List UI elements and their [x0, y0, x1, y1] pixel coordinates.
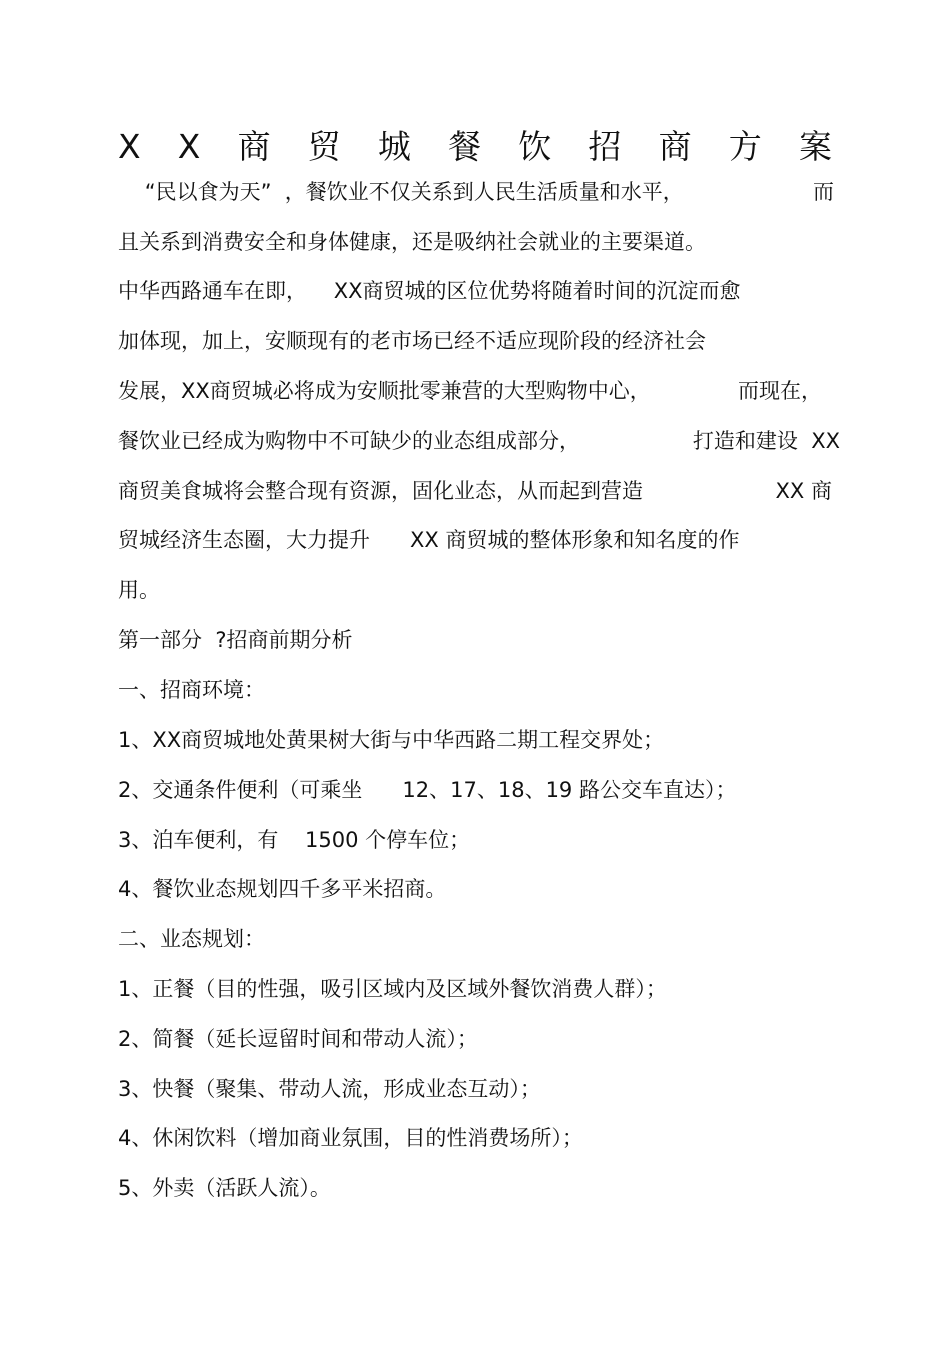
intro-text: 打造和建设 XX [692, 429, 840, 453]
title-char: 方 [728, 127, 762, 166]
section-heading: 二、业态规划： [118, 927, 265, 951]
list-item: 3、快餐（聚集、带动人流，形成业态互动）； [118, 1077, 541, 1101]
list-item: 2、交通条件便利（可乘坐 12、17、18、19 路公交车直达）； [118, 778, 737, 802]
title-char: X [118, 127, 141, 166]
title-char: X [177, 127, 201, 166]
list-item: 1、XX商贸城地处黄果树大街与中华西路二期工程交界处； [118, 728, 665, 752]
intro-line [118, 175, 834, 209]
title-char: 商 [658, 127, 692, 166]
title-char: 贸 [307, 127, 341, 166]
intro-text: “民以食为天” ，餐饮业不仅关系到人民生活质量和水平， [118, 180, 684, 204]
intro-line: 中华西路通车在即， XX商贸城的区位优势将随着时间的沉淀而愈 [118, 279, 741, 303]
title-char: 饮 [518, 127, 552, 166]
list-item: 1、正餐（目的性强，吸引区域内及区域外餐饮消费人群）； [118, 977, 667, 1001]
intro-text: 而现在， [738, 379, 822, 403]
title-char: 餐 [448, 127, 482, 166]
intro-text: 商贸美食城将会整合现有资源，固化业态，从而起到营造 [118, 479, 643, 503]
intro-line: 加体现，加上，安顺现有的老市场已经不适应现阶段的经济社会 [118, 329, 706, 353]
title-char: 城 [377, 127, 411, 166]
title-char: 商 [237, 127, 271, 166]
title-char: 案 [798, 127, 832, 166]
intro-line [118, 374, 822, 408]
intro-text: 而 [813, 180, 834, 204]
intro-line: 贸城经济生态圈，大力提升 XX 商贸城的整体形象和知名度的作 [118, 528, 740, 552]
intro-line: 且关系到消费安全和身体健康，还是吸纳社会就业的主要渠道。 [118, 230, 706, 254]
intro-line [118, 474, 832, 508]
list-item: 4、休闲饮料（增加商业氛围，目的性消费场所）； [118, 1126, 583, 1150]
list-item: 2、简餐（延长逗留时间和带动人流）； [118, 1027, 478, 1051]
intro-line [118, 424, 840, 458]
document-title [118, 122, 832, 172]
intro-text: XX 商 [775, 479, 832, 503]
part-heading: 第一部分 ?招商前期分析 [118, 628, 353, 652]
list-item: 4、餐饮业态规划四千多平米招商。 [118, 877, 447, 901]
list-item: 5、外卖（活跃人流）。 [118, 1176, 331, 1200]
title-char: 招 [588, 127, 622, 166]
intro-line: 用。 [118, 578, 160, 602]
intro-text: 餐饮业已经成为购物中不可缺少的业态组成部分， [118, 429, 580, 453]
list-item: 3、泊车便利，有 1500 个停车位； [118, 828, 471, 852]
section-heading: 一、招商环境： [118, 678, 265, 702]
intro-text: 发展，XX商贸城必将成为安顺批零兼营的大型购物中心， [118, 379, 651, 403]
